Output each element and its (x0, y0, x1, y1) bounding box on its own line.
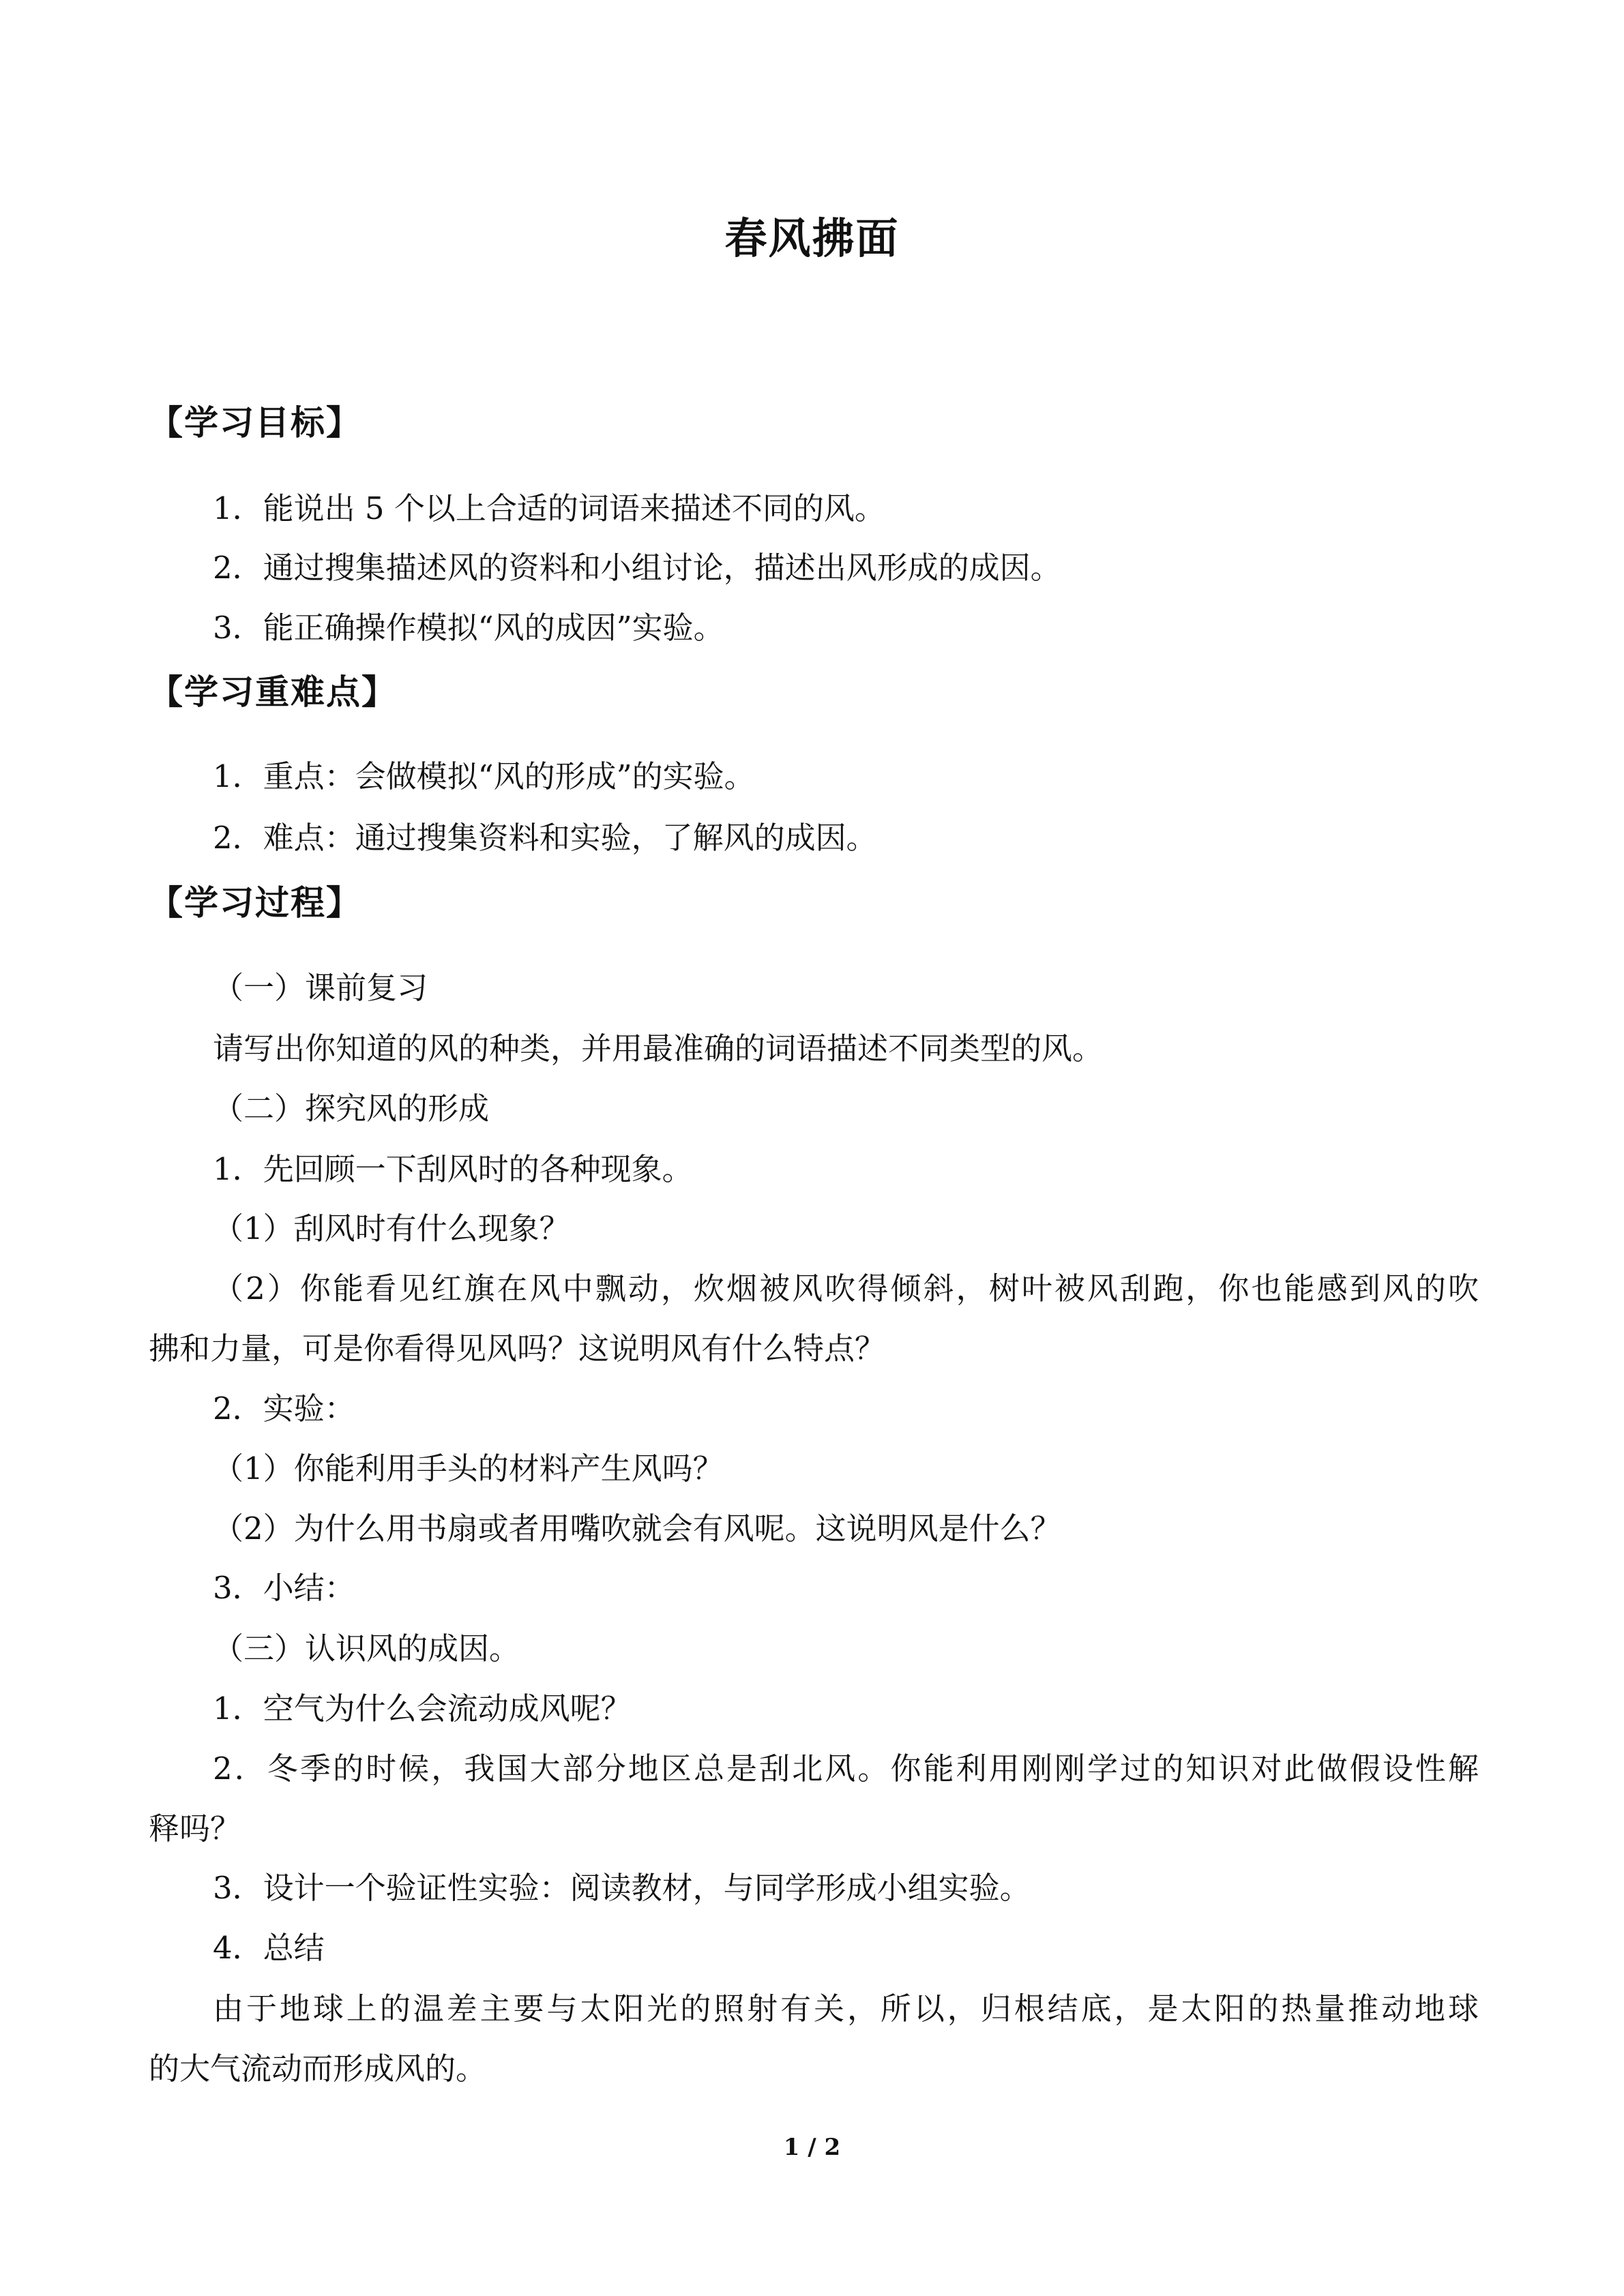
paragraph-line: 由于地球上的温差主要与太阳光的照射有关，所以，归根结底，是太阳的热量推动地球 (213, 1991, 1479, 2027)
paragraph-line: 1．空气为什么会流动成风呢？ (213, 1690, 632, 1727)
paragraph-line: 拂和力量，可是你看得见风吗？这说明风有什么特点？ (149, 1330, 886, 1367)
paragraph-line: 1．重点：会做模拟“风的形成”的实验。 (213, 758, 755, 794)
page-title: 春风拂面 (724, 213, 900, 263)
paragraph-line: 请写出你知道的风的种类，并用最准确的词语描述不同类型的风。 (213, 1030, 1104, 1067)
paragraph-line: （一）课前复习 (213, 970, 428, 1006)
paragraph-line: 的大气流动而形成风的。 (149, 2051, 487, 2087)
paragraph-line: （2）为什么用书扇或者用嘴吹就会有风呢。这说明风是什么？ (213, 1510, 1061, 1547)
section-heading-process: 【学习过程】 (149, 883, 361, 923)
paragraph-line: 2．冬季的时候，我国大部分地区总是刮北风。你能利用刚刚学过的知识对此做假设性解 (213, 1750, 1479, 1787)
page-number: 1 / 2 (783, 2134, 841, 2161)
paragraph-line: 4．总结 (213, 1930, 325, 1966)
paragraph-line: 2．难点：通过搜集资料和实验，了解风的成因。 (213, 820, 877, 856)
paragraph-line: 3．能正确操作模拟“风的成因”实验。 (213, 610, 724, 646)
paragraph-line: 1．先回顾一下刮风时的各种现象。 (213, 1151, 693, 1187)
paragraph-line: 3．小结： (213, 1570, 355, 1606)
paragraph-line: （三）认识风的成因。 (213, 1630, 520, 1667)
paragraph-line: （2）你能看见红旗在风中飘动，炊烟被风吹得倾斜，树叶被风刮跑，你也能感到风的吹 (213, 1270, 1479, 1307)
paragraph-line: 释吗？ (149, 1810, 241, 1847)
paragraph-line: 2．通过搜集描述风的资料和小组讨论，描述出风形成的成因。 (213, 550, 1061, 586)
paragraph-line: 2．实验： (213, 1390, 355, 1427)
section-heading-key-points: 【学习重难点】 (149, 672, 397, 712)
paragraph-line: （二）探究风的形成 (213, 1090, 490, 1127)
paragraph-line: 3．设计一个验证性实验：阅读教材，与同学形成小组实验。 (213, 1870, 1031, 1906)
section-heading-objectives: 【学习目标】 (149, 403, 361, 443)
paragraph-line: （1）你能利用手头的材料产生风吗？ (213, 1450, 724, 1487)
paragraph-line: （1）刮风时有什么现象？ (213, 1210, 570, 1247)
paragraph-line: 1．能说出 5 个以上合适的词语来描述不同的风。 (213, 490, 885, 526)
